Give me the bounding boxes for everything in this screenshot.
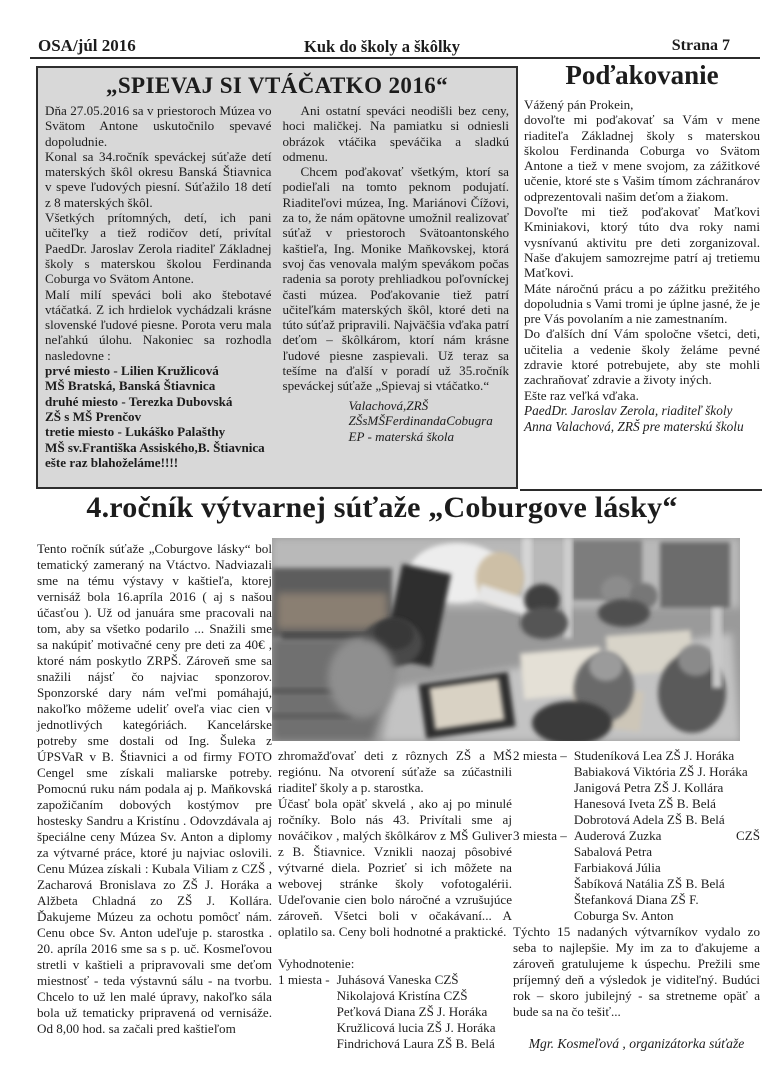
article-coburgove-column-3 — [513, 748, 760, 1052]
results-heading: Vyhodnotenie: — [278, 956, 355, 971]
signature-line: Anna Valachová, ZRŠ pre materskú školu — [524, 418, 744, 434]
first-place-group — [278, 972, 512, 1052]
paragraph: Ešte raz veľká vďaka. — [524, 387, 639, 403]
result-line: druhé miesto - Terezka Dubovská — [45, 393, 233, 409]
winner-line: Hanesová Iveta ZŠ B. Belá — [573, 796, 716, 811]
result-line: MŠ sv.Františka Assiského,B. Štiavnica — [45, 439, 265, 455]
winner-school: CZŠ — [735, 828, 760, 843]
masthead-title: Kuk do školy a škôlky — [304, 37, 460, 56]
signature-line: PaedDr. Jaroslav Zerola, riaditeľ školy — [524, 402, 733, 418]
result-line: MŠ Bratská, Banská Štiavnica — [45, 378, 216, 394]
article-spievaj-box — [36, 66, 518, 489]
page-number: Strana 7 — [671, 37, 730, 54]
paragraph: Máte náročnú prácu a po zážitku prežitého dopoludnia s Vami tromi je úplne jasné, že je pre Vás povolaním a nie zamestnaním. — [524, 280, 760, 327]
paragraph: dovoľte mi poďakovať sa Vám v mene riaditeľa Základnej školy s materskou školou Ferdinanda Coburga vo Svätom Antone a tiež v mene svojom, za zážitkové učenie, ktoré ste s Vašim tímom záchranárov odprezentovali našim deťom a žiakom. — [524, 112, 760, 204]
winner-line: Juhásová Vaneska CZŠ — [336, 972, 459, 987]
place-label: 2 miesta – — [513, 748, 567, 763]
paragraph: Tento ročník súťaže „Coburgove lásky“ bol tematický zameraný na Vtáctvo. Nadviazali sme na tému výstavy v kaštieľa, ktorej vernisáž bola 16.apríla 2016 ( aj s našou účasťou ). Už od januára sme pracovali na tom, aby sa všetko podarilo ... Snažili sme sa nakúpiť motivačné ceny pre deti za 40€ , ktoré nám poskytlo ZRPŠ. Zároveň sme sa snažili nájsť čo najviac sponzorov. Sponzorské dary nám veľmi pomáhajú, nakoľko môžeme udeliť oveľa viac cien v jednotlivých kategóriách. Kancelárske potreby sme dostali od Ing. Šuleka z ÚPSVaR v B. Štiavnici a od firmy FOTO Cengel sme získali maliarske potreby. Pomocnú ruku nám podala aj p. Maňkovská zapožičaním dobových kostýmov pre hostesky Sandru a Kristínu . Odovzdávala aj špeciálne ceny Múzea Sv. Anton a diplomy za výtvarné práce, ktoré ju najviac oslovili. Cenu Múzea získali : Kubala Viliam z CZŠ , Zacharová Bronislava zo ZŠ J. Horáka a Alžbeta Chladná zo ZŠ J. Kollára. Ďakujeme Múzeu za ochotu pomôcť nám. Cenu obce Sv. Anton udeľuje p. starostka . 20. apríla 2016 sme sa s p. uč. Kosmeľovou stretli v kaštieli a pripravovali sme deťom miestnosť - teda výstavnú sálu - na tvorbu. Chcelo to už len malé úpravy, nakoľko sála bola už tematicky pripravená od vernisáže. Od 8,00 hod. sa začali pred kaštieľom — [37, 541, 272, 1036]
winner-line: Sabalová Petra — [573, 844, 653, 859]
winner-line: Dobrotová Adela ZŠ B. Belá — [573, 812, 725, 827]
place-entries — [574, 828, 760, 924]
photo-children-painting — [272, 538, 740, 741]
article-spievaj-signature — [283, 398, 510, 445]
place-entries — [337, 972, 512, 1052]
signature-line: EP - materská škola — [348, 428, 455, 444]
paragraph: Chcem poďakovať všetkým, ktorí sa podieľali na tomto peknom podujatí. Riaditeľovi múzea, Ing. Mariánovi Čížovi, za to, že nám opätovne umožnil realizovať súťaž v priestoroch Svätoantonského kaštieľa, Ing. Monike Maňkovskej, ktorá svoj čas venovala malým spevákom počas radenia sa poroty prehliadkou poľovníckej časti múzea. Poďakovanie tiež patrí učiteľkám materských škôl, ktoré deti na túto súťaž pripravili. Najväčšia vďaka patrí deťom – škôlkárom, ktorí nám krásne ľudové piesne zaspievali. Už teraz sa tešíme na ďalší v poradí už 35.ročník speváckej súťaže „Spievaj si vtáčatko.“ — [282, 164, 509, 394]
paragraph: Dňa 27.05.2016 sa v priestoroch Múzea vo Svätom Antone uskutočnilo spevavé dopoludnie. — [45, 103, 272, 149]
article-coburgove-column-2 — [278, 748, 512, 1052]
thanks-letter-column — [524, 60, 760, 434]
winner-line — [574, 828, 760, 844]
paragraph: Do ďalších dní Vám spoločne všetci, deti, učitelia a vedenie školy želáme pevné zdravie ktoré potrebujete, aby ste mohli zachraňovať zdravie a životy iných. — [524, 326, 760, 388]
winner-line: Findrichová Laura ZŠ B. Belá — [336, 1036, 495, 1051]
winner-line: Nikolajová Kristína CZŠ — [336, 988, 468, 1003]
winner-line: Janigová Petra ZŠ J. Kollára — [573, 780, 724, 795]
winner-line: Kružlicová lucia ZŠ J. Horáka — [336, 1020, 496, 1035]
winner-line: Peťková Diana ZŠ J. Horáka — [336, 1004, 488, 1019]
article-photo — [272, 538, 740, 741]
paragraph: Všetkých prítomných, detí, ich pani učiteľky a tiež rodičov detí, privítal PaedDr. Jaroslav Zerola riaditeľ Základnej školy s materskou školou Ferdinanda Coburga vo Svätom Antone. — [45, 210, 272, 287]
header-issue-date: OSA/júl 2016 — [38, 36, 136, 55]
winner-name: Auderová Zuzka — [573, 828, 662, 843]
place-entries — [574, 748, 760, 828]
third-place-group — [513, 828, 760, 924]
result-line: tretie miesto - Lukáško Palašthy — [45, 424, 226, 440]
contest-results-list — [45, 363, 272, 470]
article-coburgove-signature: Mgr. Kosmeľová , organizátorka súťaže — [528, 1036, 745, 1051]
second-place-group — [513, 748, 760, 828]
winner-line: Farbiaková Júlia — [573, 860, 661, 875]
article-spievaj-column-left — [45, 103, 272, 470]
paragraph: Dovoľte mi tiež poďakovať Maťkovi Kminiakovi, ktorý túto dva roky nami vysnívanú aktivitu pre deti zorganizoval. Naše ďakujem samozrejme patrí aj tretiemu Maťkovi. — [524, 204, 760, 281]
paragraph: Malí milí speváci boli ako štebotavé vtáčatká. Z ich hrdielok vychádzali krásne slovenské ľudové piesne. Porota veru mala neľahkú úlohu. Nakoniec sa rozhodla nasledovne : — [45, 286, 272, 363]
header-divider — [30, 57, 760, 59]
paragraph: Vážený pán Prokein, — [524, 97, 634, 112]
article-coburgove-column-1 — [37, 541, 272, 1037]
result-line: prvé miesto - Lilien Kružlicová — [45, 363, 219, 379]
winner-line: Šabíková Natália ZŠ B. Belá — [573, 876, 725, 891]
result-line: ešte raz blahoželáme!!!! — [45, 454, 179, 470]
winner-line: Štefanková Diana ZŠ F. — [573, 892, 699, 907]
paragraph: Konal sa 34.ročník speváckej súťaže detí materských škôl okresu Banská Štiavnica v speve ľudových piesní. Súťažilo 18 detí z 8 materských škôl. — [45, 148, 272, 210]
thanks-signatures — [524, 403, 760, 434]
winner-line: Babiaková Viktória ZŠ J. Horáka — [573, 764, 748, 779]
signature-line: ZŠsMŠFerdinandaCobugra — [348, 413, 493, 429]
place-label: 1 miesta - — [278, 972, 330, 987]
paragraph: Účasť bola opäť skvelá , ako aj po minulé ročníky. Bolo nás 43. Privítali sme aj nováčikov , malých škôlkárov z MŠ Guliver z B. Štiavnice. Vznikli naozaj pôsobivé výtvarné diela. Pozrieť si ich môžete na webovej stránke školy vofotogalérii. Udeľovanie cien bolo náročné a vzrušujúce zároveň. Všetci boli v očakávaní... A oplatilo sa. Ceny boli hodnotné a praktické. — [278, 796, 512, 939]
place-label: 3 miesta – — [513, 828, 567, 843]
winner-line: Studeníková Lea ZŠ J. Horáka — [573, 748, 735, 763]
winner-line: Coburga Sv. Anton — [573, 908, 674, 923]
paragraph: zhromažďovať deti z rôznych ZŠ a MŠ regiónu. Na otvorení súťaže sa zúčastnili riaditeľ školy a p. starostka. — [278, 748, 512, 795]
article-spievaj-column-right — [283, 103, 510, 470]
signature-line: Valachová,ZRŠ — [348, 397, 429, 413]
thanks-title: Poďakovanie — [565, 60, 719, 90]
result-line: ZŠ s MŠ Prenčov — [45, 408, 142, 424]
paragraph: Ani ostatní speváci neodišli bez ceny, hoci maličkej. Na pamiatku si odniesli obrázok vtáčika speváčika a sladkú odmenu. — [282, 103, 509, 164]
article-spievaj-title: „SPIEVAJ SI VTÁČATKO 2016“ — [105, 73, 449, 98]
paragraph: Týchto 15 nadaných výtvarníkov vydalo zo seba to najlepšie. My im za to ďakujeme a zároveň gratulujeme k úspechu. Prežili sme príjemný deň a výsledok je viditeľný. Budúci rok – skoro jubilejný - sa stretneme opäť a bude sa na čo tešiť... — [513, 924, 760, 1019]
article-coburgove-title: 4.ročník výtvarnej súťaže „Coburgove lásky“ — [86, 491, 678, 524]
